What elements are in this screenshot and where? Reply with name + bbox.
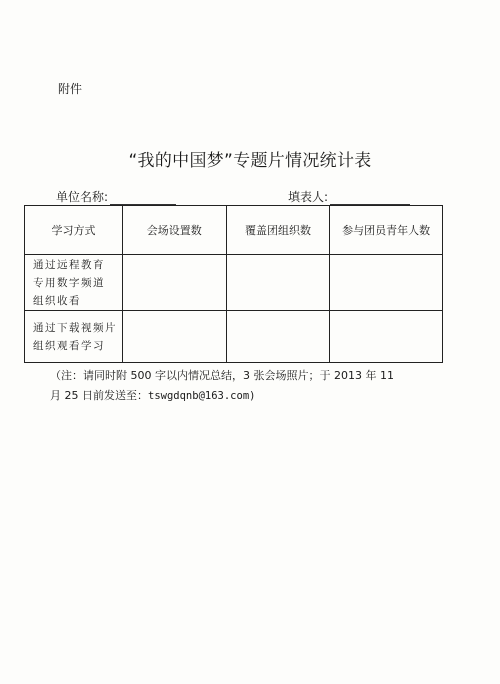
statistics-table — [24, 205, 443, 363]
table-header-cell: 会场设置数 — [122, 206, 226, 255]
table-cell — [226, 311, 330, 363]
note-line-2 — [50, 386, 450, 406]
page-title: “我的中国梦”专题片情况统计表 — [128, 151, 372, 171]
filler-label: 填表人: — [288, 190, 329, 204]
note-line-1: （注：请同时附 500 字以内情况总结，3 张会场照片；于 2013 年 11 — [50, 369, 394, 382]
form-fill-row — [56, 188, 446, 204]
method-cell — [25, 255, 123, 311]
filler-blank — [330, 191, 410, 205]
email-address: tswgdqnb@163.com) — [148, 390, 256, 402]
method-line: 专用数字频道 — [33, 276, 105, 289]
note-line-2-prefix: 月 25 日前发送至： — [50, 389, 148, 402]
table-header-cell: 参与团员青年人数 — [330, 206, 443, 255]
table-cell — [330, 311, 443, 363]
table-row — [25, 255, 443, 311]
attachment-label: 附件 — [58, 82, 83, 96]
unit-name-field — [56, 188, 176, 205]
table-cell — [330, 255, 443, 311]
unit-name-label: 单位名称: — [56, 190, 109, 204]
note-text — [50, 366, 450, 406]
table-header-row — [25, 206, 443, 255]
method-line: 组织观看学习 — [33, 339, 105, 352]
table-row — [25, 311, 443, 363]
table-cell — [226, 255, 330, 311]
table-header-cell: 学习方式 — [25, 206, 123, 255]
table-cell — [122, 311, 226, 363]
method-line: 通过远程教育 — [33, 258, 105, 271]
filler-field — [288, 188, 410, 205]
method-line: 通过下载视频片 — [33, 321, 117, 334]
table-cell — [122, 255, 226, 311]
method-cell — [25, 311, 123, 363]
unit-name-blank — [110, 191, 176, 205]
method-line: 组织收看 — [33, 294, 81, 307]
table-header-cell: 覆盖团组织数 — [226, 206, 330, 255]
